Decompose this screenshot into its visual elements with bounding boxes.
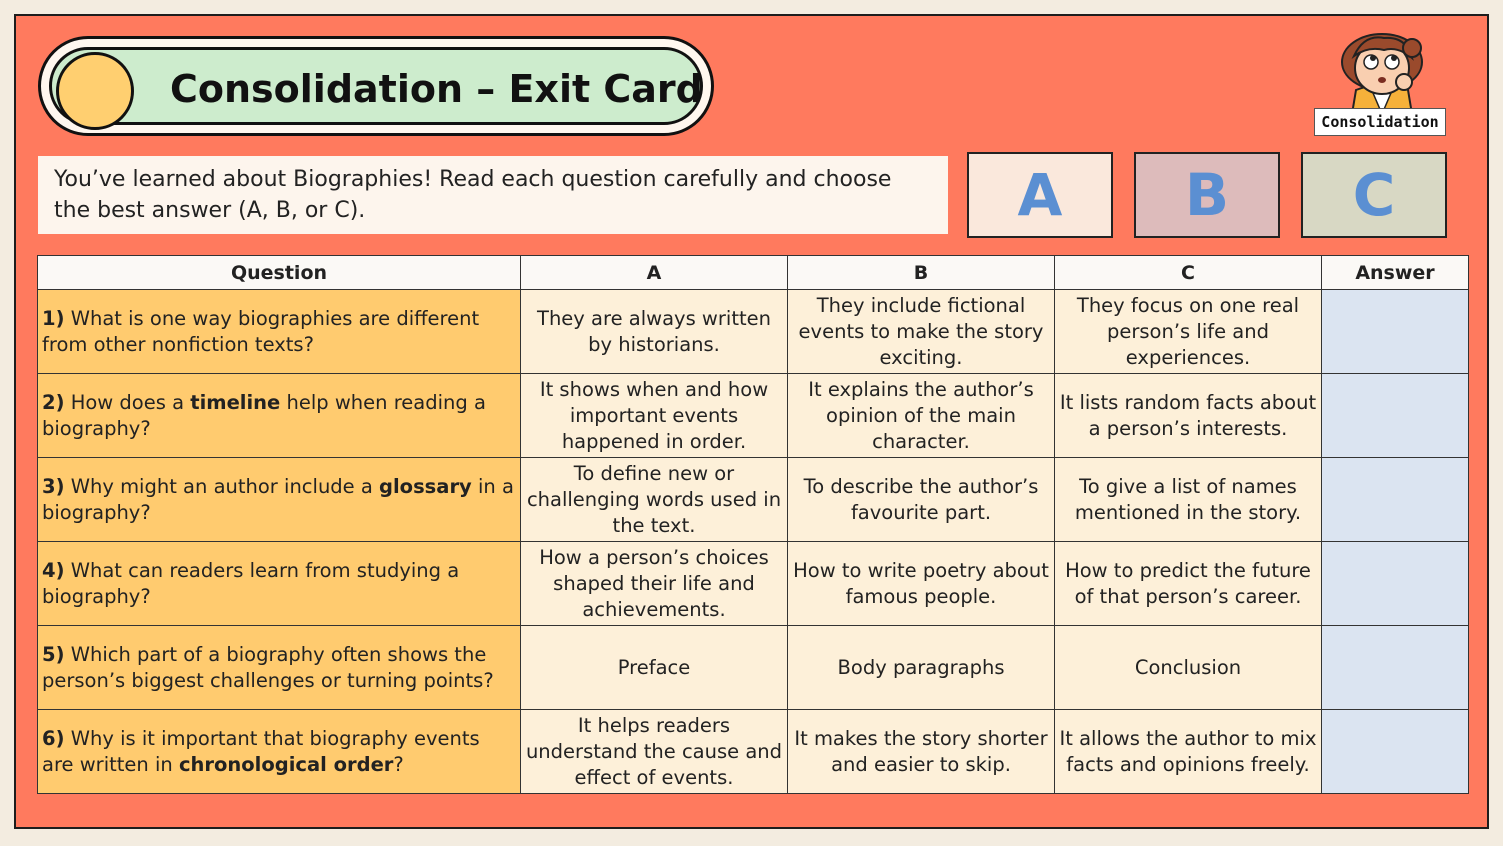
question-text-end: help when reading a biography? xyxy=(42,390,486,440)
question-number: 2) xyxy=(42,390,65,414)
header-option-b: B xyxy=(788,256,1055,290)
option-c-cell: Conclusion xyxy=(1055,626,1322,710)
question-number: 1) xyxy=(42,306,65,330)
title-banner-inner xyxy=(49,47,703,125)
header-question: Question xyxy=(38,256,521,290)
thinking-character-badge xyxy=(1312,24,1452,150)
question-keyword: timeline xyxy=(190,390,281,414)
answer-cell[interactable] xyxy=(1322,626,1469,710)
answer-cell[interactable] xyxy=(1322,458,1469,542)
question-number: 5) xyxy=(42,642,65,666)
option-b-cell: Body paragraphs xyxy=(788,626,1055,710)
table-header-row xyxy=(38,256,1469,290)
question-number: 3) xyxy=(42,474,65,498)
question-text: Why might an author include a xyxy=(70,474,380,498)
question-cell xyxy=(38,710,521,794)
table-row xyxy=(38,458,1469,542)
header-answer: Answer xyxy=(1322,256,1469,290)
title-banner xyxy=(38,36,714,136)
header-option-a: A xyxy=(521,256,788,290)
question-cell xyxy=(38,542,521,626)
table-row xyxy=(38,290,1469,374)
option-c-cell: How to predict the future of that person’s career. xyxy=(1055,542,1322,626)
table-row xyxy=(38,374,1469,458)
instructions-text: You’ve learned about Biographies! Read each question carefully and choose the best answer (A, B, or C). xyxy=(38,156,948,234)
question-keyword: chronological order xyxy=(178,752,394,776)
option-c-cell: It allows the author to mix facts and opinions freely. xyxy=(1055,710,1322,794)
answer-cell[interactable] xyxy=(1322,542,1469,626)
option-b-cell: It makes the story shorter and easier to skip. xyxy=(788,710,1055,794)
question-cell xyxy=(38,458,521,542)
option-a-cell: It shows when and how important events happened in order. xyxy=(521,374,788,458)
answer-cell[interactable] xyxy=(1322,374,1469,458)
table-row xyxy=(38,542,1469,626)
option-a-cell: To define new or challenging words used in the text. xyxy=(521,458,788,542)
badge-label: Consolidation xyxy=(1314,108,1446,136)
option-a-cell: It helps readers understand the cause and effect of events. xyxy=(521,710,788,794)
page-title: Consolidation – Exit Card xyxy=(170,67,703,111)
exit-card-table xyxy=(37,255,1469,794)
option-b-cell: To describe the author’s favourite part. xyxy=(788,458,1055,542)
option-c-cell: They focus on one real person’s life and experiences. xyxy=(1055,290,1322,374)
option-a-cell: How a person’s choices shaped their life and achievements. xyxy=(521,542,788,626)
table-row xyxy=(38,710,1469,794)
answer-cell[interactable] xyxy=(1322,290,1469,374)
question-text-end: in a biography? xyxy=(42,474,514,524)
thinking-character-icon xyxy=(1312,24,1452,114)
slide xyxy=(14,14,1489,829)
answer-cell[interactable] xyxy=(1322,710,1469,794)
title-circle-decoration xyxy=(56,52,134,130)
question-text: Why is it important that biography events are written in xyxy=(42,726,480,776)
choice-tile-b: B xyxy=(1134,152,1280,238)
table-row xyxy=(38,626,1469,710)
choice-tile-c: C xyxy=(1301,152,1447,238)
question-cell xyxy=(38,626,521,710)
option-a-cell: Preface xyxy=(521,626,788,710)
header-option-c: C xyxy=(1055,256,1322,290)
question-keyword: glossary xyxy=(379,474,472,498)
question-text: What is one way biographies are different from other nonfiction texts? xyxy=(42,306,480,356)
question-text: What can readers learn from studying a biography? xyxy=(42,558,460,608)
option-b-cell: They include fictional events to make the story exciting. xyxy=(788,290,1055,374)
option-c-cell: To give a list of names mentioned in the story. xyxy=(1055,458,1322,542)
question-text-end: ? xyxy=(393,752,404,776)
question-cell xyxy=(38,290,521,374)
question-text: Which part of a biography often shows the person’s biggest challenges or turning points? xyxy=(42,642,494,692)
question-text: How does a xyxy=(70,390,191,414)
question-cell xyxy=(38,374,521,458)
question-number: 4) xyxy=(42,558,65,582)
question-number: 6) xyxy=(42,726,65,750)
choice-tile-a: A xyxy=(967,152,1113,238)
option-c-cell: It lists random facts about a person’s interests. xyxy=(1055,374,1322,458)
option-b-cell: It explains the author’s opinion of the main character. xyxy=(788,374,1055,458)
option-a-cell: They are always written by historians. xyxy=(521,290,788,374)
option-b-cell: How to write poetry about famous people. xyxy=(788,542,1055,626)
